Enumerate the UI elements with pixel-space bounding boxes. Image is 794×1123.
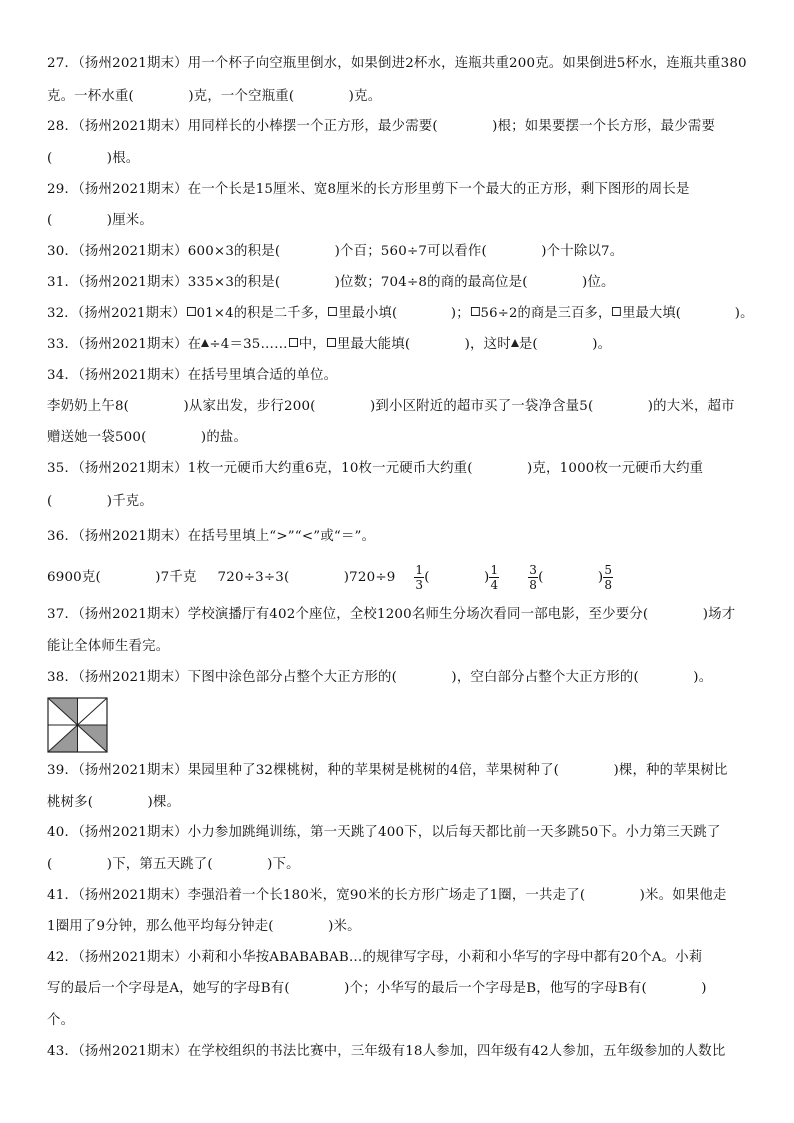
q34-line2: 李奶奶上午8( )从家出发，步行200( )到小区附近的超市买了一袋净含量5( )的大米，超市: [47, 399, 735, 414]
q36-gap-1: ( ): [424, 570, 490, 585]
q40-line1: 40．（扬州2021期末）小力参加跳绳训练，第一天跳了400下，以后每天都比前一天多跳50下。小力第三天跳了: [47, 825, 721, 840]
triangle-icon: [511, 339, 519, 347]
q41-line1: 41．（扬州2021期末）李强沿着一个长180米，宽90米的长方形广场走了1圈，一共走了( )米。如果他走: [47, 888, 727, 903]
blank-box-icon: [187, 307, 196, 316]
q39-line2: 桃树多( )棵。: [47, 795, 181, 810]
blank-box-icon: [612, 307, 621, 316]
fraction-three-eighths: $\frac{3}{8}$: [529, 563, 538, 592]
q30-line1: 30．（扬州2021期末）600×3的积是( )个百；560÷7可以看作( )个十除以7。: [47, 244, 624, 259]
q31-line1: 31．（扬州2021期末）335×3的积是( )位数；704÷8的商的最高位是( )位。: [47, 275, 615, 290]
q34-line1: 34．（扬州2021期末）在括号里填合适的单位。: [47, 368, 338, 383]
q36-compare-2: 720÷3÷3( )720÷9: [217, 570, 396, 585]
q37-line1: 37．（扬州2021期末）学校演播厅有402个座位，全校1200名师生分场次看同一部电影，至少要分( )场才: [47, 607, 736, 622]
q36-line1: 36．（扬州2021期末）在括号里填上“>”“<”或“＝”。: [47, 529, 376, 544]
fraction-one-fourth: $\frac{1}{4}$: [490, 563, 499, 592]
q29-line2: ( )厘米。: [47, 213, 153, 228]
blank-box-icon: [471, 307, 480, 316]
q42-line2: 写的最后一个字母是A，她写的字母B有( )个；小华写的最后一个字母是B，他写的字母B有( ): [47, 981, 707, 996]
fraction-one-third: $\frac{1}{3}$: [415, 563, 424, 592]
q38-line1: 38．（扬州2021期末）下图中涂色部分占整个大正方形的( )，空白部分占整个大正方形的( )。: [47, 670, 713, 685]
blank-box-icon: [289, 338, 298, 347]
q43-line1: 43．（扬州2021期末）在学校组织的书法比赛中，三年级有18人参加，四年级有42人参加，五年级参加的人数比: [47, 1044, 726, 1059]
q35-line2: ( )千克。: [47, 494, 153, 509]
q33-line1: [47, 336, 611, 354]
q39-line1: 39．（扬州2021期末）果园里种了32棵桃树，种的苹果树是桃树的4倍，苹果树种了( )棵，种的苹果树比: [47, 763, 728, 778]
q33-part-c: 中，: [298, 337, 326, 352]
q40-line2: ( )下，第五天跳了( )下。: [47, 857, 300, 872]
q29-line1: 29．（扬州2021期末）在一个长是15厘米、宽8厘米的长方形里剪下一个最大的正方形，剩下图形的周长是: [47, 182, 690, 197]
q41-line2: 1圈用了9分钟，那么他平均每分钟走( )米。: [47, 919, 361, 934]
q33-part-b: ÷4＝35……: [209, 337, 288, 352]
fraction-five-eighths: $\frac{5}{8}$: [604, 563, 613, 592]
q32-part-d: 56÷2的商是三百多，: [480, 306, 612, 321]
q32-part-b: 01×4的积是二千多，: [196, 306, 328, 321]
q32-part-e: 里最大填( )。: [622, 306, 754, 321]
q36-line2: [47, 562, 613, 594]
q28-line2: ( )根。: [47, 151, 140, 166]
q42-line1: 42．（扬州2021期末）小莉和小华按ABABABAB…的规律写字母，小莉和小华写的字母中都有20个A。小莉: [47, 950, 703, 965]
q27-line2: 克。一杯水重( )克，一个空瓶重( )克。: [47, 89, 382, 104]
q33-part-d: 里最大能填( )，这时: [336, 337, 511, 352]
q42-line3: 个。: [47, 1013, 75, 1028]
q32-prefix: 32．（扬州2021期末）: [47, 306, 186, 321]
shaded-square-figure: [47, 697, 108, 753]
q27-line1: 27．（扬州2021期末）用一个杯子向空瓶里倒水，如果倒进2杯水，连瓶共重200克。如果倒进5杯水，连瓶共重380: [47, 56, 747, 71]
q37-line2: 能让全体师生看完。: [47, 639, 170, 654]
q36-compare-1: 6900克( )7千克: [47, 570, 197, 585]
q35-line1: 35．（扬州2021期末）1枚一元硬币大约重6克，10枚一元硬币大约重( )克，1000枚一元硬币大约重: [47, 461, 704, 476]
blank-box-icon: [327, 338, 336, 347]
q32-line1: [47, 305, 754, 323]
q33-prefix: 33．（扬州2021期末）在: [47, 337, 202, 352]
q28-line1: 28．（扬州2021期末）用同样长的小棒摆一个正方形，最少需要( )根；如果要摆一个长方形，最少需要: [47, 119, 716, 134]
blank-box-icon: [328, 307, 337, 316]
q36-gap-2: ( ): [538, 570, 604, 585]
q33-part-e: 是( )。: [518, 337, 612, 352]
q34-line3: 赠送她一袋500( )的盐。: [47, 430, 248, 445]
q32-part-c: 里最小填( )；: [338, 306, 470, 321]
